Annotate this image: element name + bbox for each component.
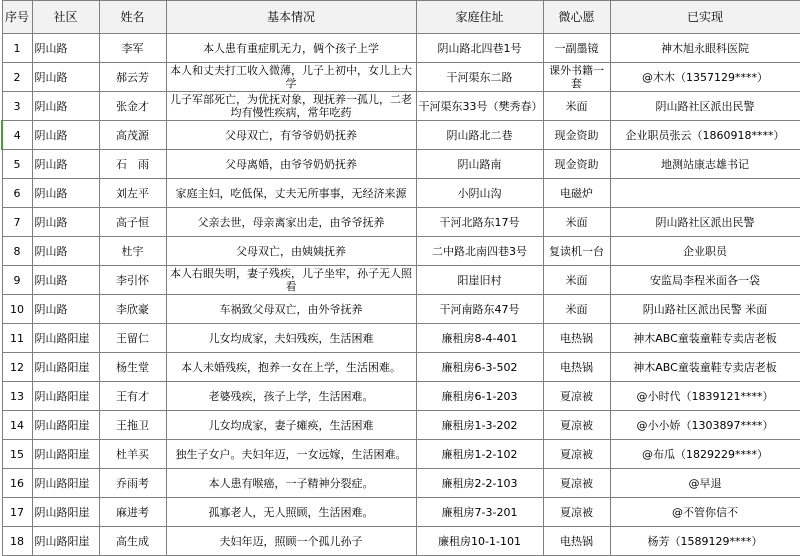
cell-community: 阴山路阳崖 xyxy=(32,382,99,411)
cell-address: 廉租房6-3-502 xyxy=(416,353,543,382)
cell-address: 廉租房1-2-102 xyxy=(416,440,543,469)
cell-community: 阴山路阳崖 xyxy=(32,498,99,527)
header-situation: 基本情况 xyxy=(166,1,416,34)
cell-community: 阴山路 xyxy=(32,92,99,121)
cell-wish: 夏凉被 xyxy=(543,382,610,411)
cell-situation: 老婆残疾，孩子上学，生活困难。 xyxy=(166,382,416,411)
cell-community: 阴山路 xyxy=(32,208,99,237)
header-community: 社区 xyxy=(32,1,99,34)
cell-situation: 家庭主妇，吃低保，丈夫无所事事，无经济来源 xyxy=(166,179,416,208)
cell-no: 7 xyxy=(2,208,32,237)
header-name: 姓名 xyxy=(99,1,166,34)
table-row xyxy=(2,411,800,440)
cell-fulfilled: 企业职员 xyxy=(610,237,800,266)
cell-address: 干河南路东47号 xyxy=(416,295,543,324)
cell-community: 阴山路 xyxy=(32,266,99,295)
header-fulfilled: 已实现 xyxy=(610,1,800,34)
cell-fulfilled: @小小娇（1303897****） xyxy=(610,411,800,440)
cell-address: 廉租房7-3-201 xyxy=(416,498,543,527)
cell-no: 2 xyxy=(2,63,32,92)
cell-name: 杜羊买 xyxy=(99,440,166,469)
cell-name: 郝云芳 xyxy=(99,63,166,92)
cell-address: 阴山路北二巷 xyxy=(416,121,543,150)
cell-fulfilled: 杨芳（1589129****） xyxy=(610,527,800,556)
cell-situation: 儿女均成家，夫妇残疾，生活困难 xyxy=(166,324,416,353)
table-row xyxy=(2,208,800,237)
cell-address: 廉租房8-4-401 xyxy=(416,324,543,353)
cell-fulfilled: @小时代（1839121****） xyxy=(610,382,800,411)
cell-no: 11 xyxy=(2,324,32,353)
cell-wish: 米面 xyxy=(543,266,610,295)
cell-situation: 本人和丈夫打工收入微薄，儿子上初中，女儿上大学 xyxy=(166,63,416,92)
cell-address: 阴山路北四巷1号 xyxy=(416,34,543,63)
table-row xyxy=(2,63,800,92)
cell-wish: 电热锅 xyxy=(543,527,610,556)
table-row xyxy=(2,527,800,556)
cell-no: 6 xyxy=(2,179,32,208)
cell-name: 乔雨考 xyxy=(99,469,166,498)
cell-name: 李引怀 xyxy=(99,266,166,295)
table-row xyxy=(2,440,800,469)
cell-address: 阳崖旧村 xyxy=(416,266,543,295)
cell-address: 小阴山沟 xyxy=(416,179,543,208)
cell-community: 阴山路阳崖 xyxy=(32,527,99,556)
cell-name: 王拖卫 xyxy=(99,411,166,440)
header-wish: 微心愿 xyxy=(543,1,610,34)
cell-no: 3 xyxy=(2,92,32,121)
cell-wish: 米面 xyxy=(543,92,610,121)
table-row xyxy=(2,382,800,411)
cell-situation: 本人未婚残疾，抱养一女在上学，生活困难。 xyxy=(166,353,416,382)
cell-no: 8 xyxy=(2,237,32,266)
cell-situation: 父母双亡，由姨姨抚养 xyxy=(166,237,416,266)
cell-situation: 孤寡老人，无人照顾，生活困难。 xyxy=(166,498,416,527)
cell-wish: 夏凉被 xyxy=(543,498,610,527)
table-row xyxy=(2,121,800,150)
header-row xyxy=(2,1,800,34)
cell-address: 干河北路东17号 xyxy=(416,208,543,237)
cell-fulfilled: 企业职员张云（1860918****） xyxy=(610,121,800,150)
cell-address: 廉租房6-1-203 xyxy=(416,382,543,411)
header-address: 家庭住址 xyxy=(416,1,543,34)
cell-no: 15 xyxy=(2,440,32,469)
cell-community: 阴山路 xyxy=(32,121,99,150)
cell-wish: 夏凉被 xyxy=(543,469,610,498)
cell-community: 阴山路 xyxy=(32,179,99,208)
cell-wish: 夏凉被 xyxy=(543,440,610,469)
cell-situation: 父母双亡，有爷爷奶奶抚养 xyxy=(166,121,416,150)
cell-no: 12 xyxy=(2,353,32,382)
cell-wish: 现金资助 xyxy=(543,121,610,150)
cell-fulfilled: 地测站康志雄书记 xyxy=(610,150,800,179)
table-row xyxy=(2,498,800,527)
cell-situation: 本人患有重症肌无力，俩个孩子上学 xyxy=(166,34,416,63)
cell-name: 张金才 xyxy=(99,92,166,121)
cell-wish: 夏凉被 xyxy=(543,411,610,440)
cell-name: 杨生堂 xyxy=(99,353,166,382)
cell-fulfilled: 神木ABC童装童鞋专卖店老板 xyxy=(610,324,800,353)
cell-name: 高生成 xyxy=(99,527,166,556)
cell-fulfilled: 阴山路社区派出民警 xyxy=(610,208,800,237)
cell-no: 17 xyxy=(2,498,32,527)
wish-table xyxy=(1,0,800,556)
cell-wish: 课外书籍一套 xyxy=(543,63,610,92)
table-row xyxy=(2,34,800,63)
cell-address: 廉租房10-1-101 xyxy=(416,527,543,556)
cell-wish: 电热锅 xyxy=(543,353,610,382)
cell-community: 阴山路 xyxy=(32,34,99,63)
cell-address: 廉租房2-2-103 xyxy=(416,469,543,498)
cell-name: 石 雨 xyxy=(99,150,166,179)
cell-community: 阴山路阳崖 xyxy=(32,324,99,353)
cell-fulfilled: @早退 xyxy=(610,469,800,498)
table-row xyxy=(2,324,800,353)
cell-community: 阴山路阳崖 xyxy=(32,353,99,382)
cell-fulfilled: 神木ABC童装童鞋专卖店老板 xyxy=(610,353,800,382)
cell-no: 14 xyxy=(2,411,32,440)
cell-no: 1 xyxy=(2,34,32,63)
cell-name: 刘左平 xyxy=(99,179,166,208)
cell-address: 廉租房1-3-202 xyxy=(416,411,543,440)
cell-fulfilled: 阴山路社区派出民警 xyxy=(610,92,800,121)
cell-wish: 电热锅 xyxy=(543,324,610,353)
cell-name: 王留仁 xyxy=(99,324,166,353)
cell-community: 阴山路 xyxy=(32,295,99,324)
cell-fulfilled: 安监局李程米面各一袋 xyxy=(610,266,800,295)
cell-no: 13 xyxy=(2,382,32,411)
cell-wish: 电磁炉 xyxy=(543,179,610,208)
cell-situation: 父亲去世，母亲离家出走，由爷爷抚养 xyxy=(166,208,416,237)
table-row xyxy=(2,266,800,295)
cell-community: 阴山路阳崖 xyxy=(32,469,99,498)
cell-fulfilled: 阴山路社区派出民警 米面 xyxy=(610,295,800,324)
cell-no: 5 xyxy=(2,150,32,179)
cell-situation: 本人患有喉癌，一子精神分裂症。 xyxy=(166,469,416,498)
cell-wish: 米面 xyxy=(543,295,610,324)
cell-wish: 现金资助 xyxy=(543,150,610,179)
cell-address: 干河渠东二路 xyxy=(416,63,543,92)
cell-community: 阴山路 xyxy=(32,63,99,92)
table-row xyxy=(2,237,800,266)
cell-community: 阴山路 xyxy=(32,150,99,179)
cell-fulfilled: @布瓜（1829229****） xyxy=(610,440,800,469)
cell-name: 高子恒 xyxy=(99,208,166,237)
cell-wish: 米面 xyxy=(543,208,610,237)
cell-name: 麻进考 xyxy=(99,498,166,527)
cell-fulfilled xyxy=(610,179,800,208)
table-row xyxy=(2,353,800,382)
cell-name: 杜宇 xyxy=(99,237,166,266)
table-header xyxy=(2,1,800,34)
cell-situation: 父母离婚，由爷爷奶奶抚养 xyxy=(166,150,416,179)
cell-address: 干河渠东33号（樊秀春） xyxy=(416,92,543,121)
cell-situation: 夫妇年迈，照顾一个孤儿孙子 xyxy=(166,527,416,556)
cell-fulfilled: 神木旭永眼科医院 xyxy=(610,34,800,63)
header-no: 序号 xyxy=(2,1,32,34)
cell-community: 阴山路阳崖 xyxy=(32,411,99,440)
cell-address: 二中路北南四巷3号 xyxy=(416,237,543,266)
cell-no: 4 xyxy=(2,121,32,150)
cell-name: 高茂源 xyxy=(99,121,166,150)
table-row xyxy=(2,469,800,498)
cell-situation: 儿女均成家，妻子瘫痪，生活困难 xyxy=(166,411,416,440)
cell-name: 李欣豪 xyxy=(99,295,166,324)
table-row xyxy=(2,295,800,324)
cell-no: 9 xyxy=(2,266,32,295)
table-row xyxy=(2,92,800,121)
cell-fulfilled: @木木（1357129****） xyxy=(610,63,800,92)
cell-fulfilled: @不管你信不 xyxy=(610,498,800,527)
cell-situation: 本人右眼失明，妻子残疾，儿子坐牢，孙子无人照看 xyxy=(166,266,416,295)
cell-no: 10 xyxy=(2,295,32,324)
table-row xyxy=(2,150,800,179)
cell-wish: 复读机一台 xyxy=(543,237,610,266)
cell-no: 16 xyxy=(2,469,32,498)
cell-wish: 一副墨镜 xyxy=(543,34,610,63)
cell-community: 阴山路 xyxy=(32,237,99,266)
cell-name: 李军 xyxy=(99,34,166,63)
cell-community: 阴山路阳崖 xyxy=(32,440,99,469)
table-row xyxy=(2,179,800,208)
cell-situation: 儿子军部死亡，为优抚对象，现抚养一孤儿，二老均有慢性疾病，常年吃药 xyxy=(166,92,416,121)
table-body xyxy=(2,34,800,556)
cell-situation: 车祸致父母双亡，由外爷抚养 xyxy=(166,295,416,324)
cell-situation: 独生子女户。夫妇年迈，一女远嫁，生活困难。 xyxy=(166,440,416,469)
cell-name: 王有才 xyxy=(99,382,166,411)
cell-no: 18 xyxy=(2,527,32,556)
cell-address: 阴山路南 xyxy=(416,150,543,179)
